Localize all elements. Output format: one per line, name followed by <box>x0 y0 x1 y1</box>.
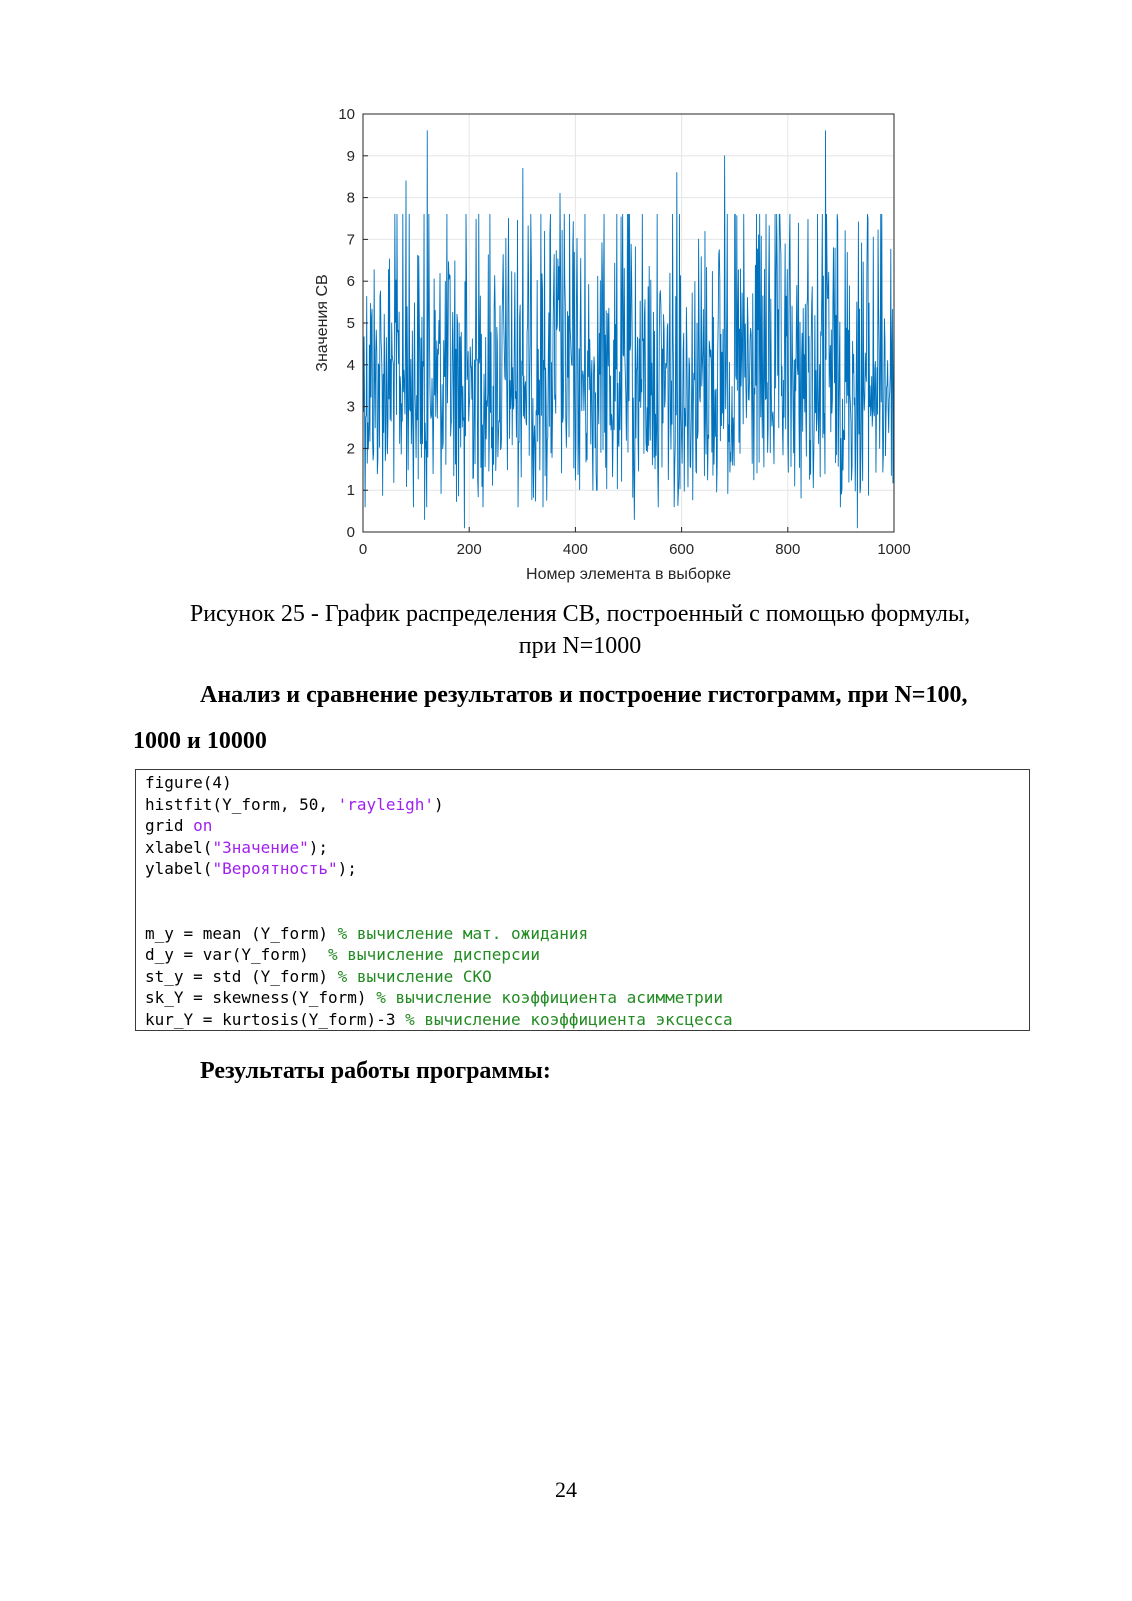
code-line <box>145 923 1029 945</box>
code-code: ylabel( <box>145 859 213 878</box>
section-heading-line2: 1000 и 10000 <box>133 728 267 754</box>
figure-caption <box>130 598 1030 662</box>
y-tick-label: 4 <box>346 356 355 374</box>
code-code: m_y = mean (Y_form) <box>145 923 338 943</box>
figure-caption-line2: при N=1000 <box>518 633 642 659</box>
code-code: figure(4) <box>145 773 232 792</box>
x-tick-label: 800 <box>775 541 801 558</box>
code-code: kur_Y = kurtosis(Y_form)-3 <box>145 1009 406 1029</box>
code-line <box>145 772 1029 794</box>
x-axis-label: Номер элемента в выборке <box>526 566 731 583</box>
code-str: "Значение" <box>212 837 309 857</box>
code-code: xlabel( <box>145 837 213 857</box>
x-tick-label: 400 <box>562 541 588 558</box>
code-tail: ) <box>433 794 444 814</box>
code-code: sk_Y = skewness(Y_form) <box>145 988 377 1007</box>
code-line <box>145 944 1029 966</box>
y-tick-label: 2 <box>346 440 355 458</box>
code-tail: ); <box>337 859 357 878</box>
code-code: st_y = std (Y_form) <box>145 966 338 986</box>
code-line <box>145 880 1029 902</box>
code-str: 'rayleigh' <box>337 794 434 814</box>
y-tick-label: 6 <box>346 273 355 291</box>
code-str: on <box>193 816 213 835</box>
y-tick-label: 7 <box>346 231 355 249</box>
code-comment: % вычисление СКО <box>337 966 492 986</box>
code-listing <box>135 769 1030 1031</box>
code-line <box>145 858 1029 880</box>
code-code: histfit(Y_form, 50, <box>145 794 338 814</box>
code-line <box>145 794 1029 816</box>
code-comment: % вычисление коэффициента эксцесса <box>405 1009 733 1029</box>
code-str: "Вероятность" <box>212 859 338 878</box>
y-tick-label: 3 <box>346 398 355 416</box>
code-code: grid <box>145 816 194 835</box>
section-heading-line1: Анализ и сравнение результатов и построение гистограмм, при N=100, <box>200 682 968 708</box>
y-tick-label: 5 <box>346 315 355 332</box>
y-tick-label: 1 <box>346 482 355 500</box>
code-line <box>145 901 1029 923</box>
code-line <box>145 815 1029 837</box>
x-tick-label: 1000 <box>877 541 911 558</box>
y-tick-label: 10 <box>338 106 355 123</box>
results-heading: Результаты работы программы: <box>200 1058 551 1084</box>
y-axis-label: Значения СВ <box>314 274 331 372</box>
code-comment: % вычисление коэффициента асимметрии <box>376 988 723 1007</box>
x-tick-label: 0 <box>358 541 368 558</box>
x-tick-label: 200 <box>456 541 482 558</box>
y-tick-label: 8 <box>346 189 355 207</box>
y-tick-label: 0 <box>346 524 355 541</box>
y-tick-label: 9 <box>346 147 355 165</box>
code-comment: % вычисление мат. ожидания <box>337 923 589 943</box>
page-number: 24 <box>555 1477 577 1502</box>
code-line <box>145 837 1029 859</box>
code-tail: ); <box>308 837 329 857</box>
x-tick-label: 600 <box>669 541 695 558</box>
random-values-line-chart <box>300 100 940 600</box>
figure-caption-line1: Рисунок 25 - График распределения СВ, построенный с помощью формулы, <box>189 601 971 627</box>
code-line <box>145 1009 1029 1031</box>
code-line <box>145 987 1029 1009</box>
code-line <box>145 966 1029 988</box>
code-comment: % вычисление дисперсии <box>328 945 540 964</box>
code-code: d_y = var(Y_form) <box>145 945 329 964</box>
